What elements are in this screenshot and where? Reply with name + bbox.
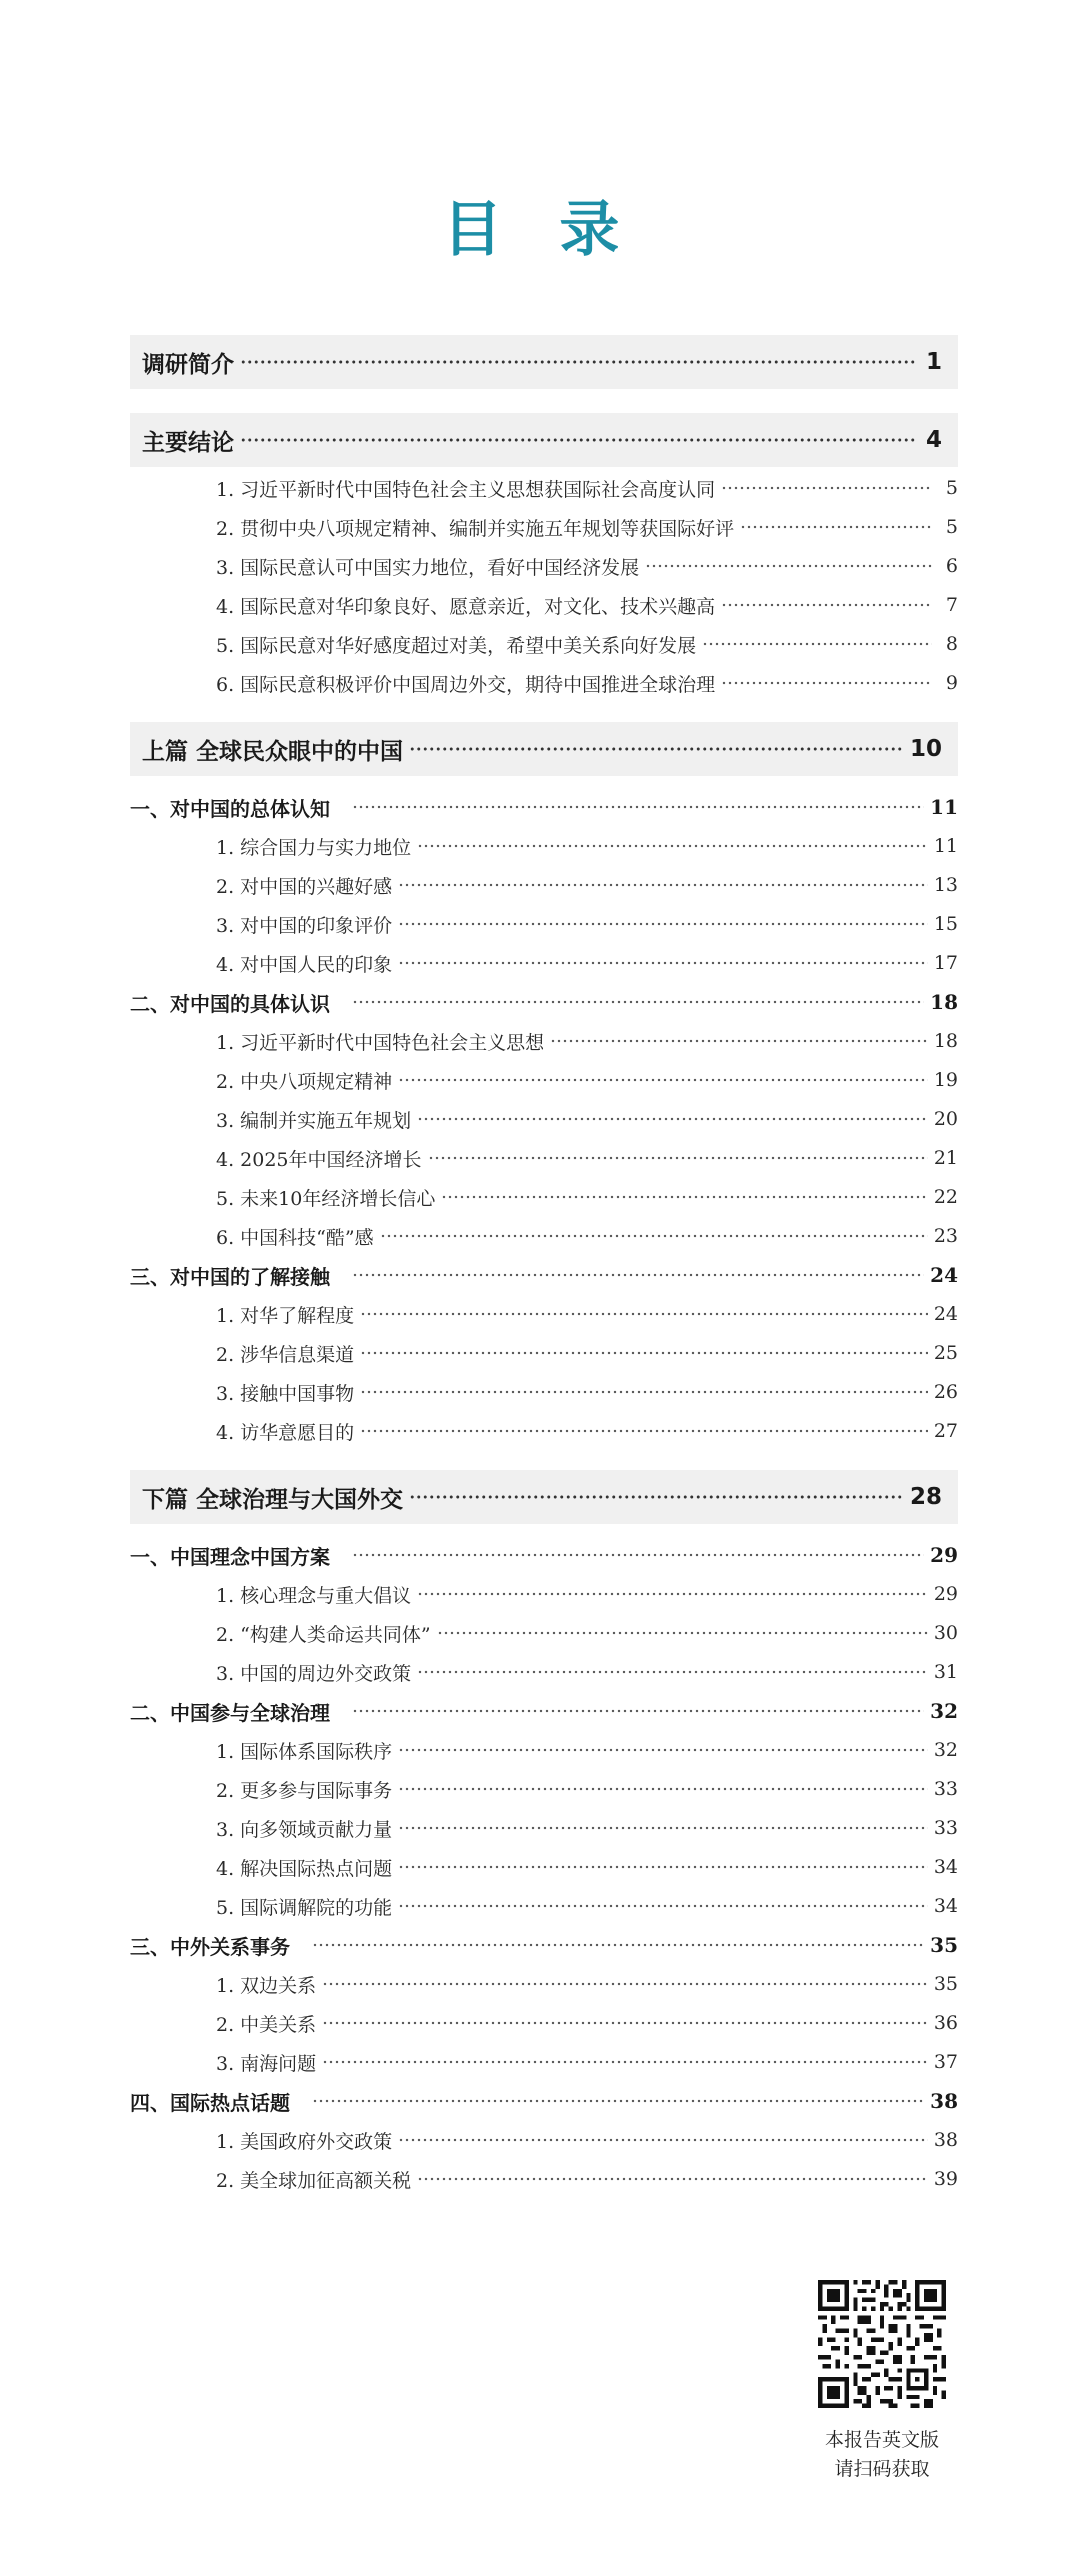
leader-dots xyxy=(312,2099,924,2103)
leader-dots xyxy=(322,2060,928,2064)
toc-item[interactable] xyxy=(130,1888,958,1924)
toc-chapter-title: 三、中外关系事务 xyxy=(130,1934,290,1959)
toc-item[interactable] xyxy=(130,1023,958,1059)
leader-dots xyxy=(352,1553,924,1557)
toc-chapter-title: 四、国际热点话题 xyxy=(130,2090,290,2115)
page-title: 目 录 xyxy=(442,195,638,265)
toc-page-number: 34 xyxy=(933,1856,958,1878)
toc-chapter-title: 二、对中国的具体认识 xyxy=(130,991,330,1016)
toc-chapter[interactable] xyxy=(130,1257,958,1293)
toc-page-number: 31 xyxy=(933,1661,958,1683)
toc-page-number: 20 xyxy=(933,1108,958,1130)
toc-page-number: 28 xyxy=(909,1484,942,1510)
toc-page-number: 6 xyxy=(945,555,958,577)
leader-dots xyxy=(352,805,924,809)
toc-item[interactable] xyxy=(130,828,958,864)
leader-dots xyxy=(417,1670,928,1674)
toc-item-title: 5. 未来10年经济增长信心 xyxy=(216,1187,436,1210)
toc-chapter-title: 一、中国理念中国方案 xyxy=(130,1544,330,1569)
toc-page-number: 39 xyxy=(933,2168,958,2190)
toc-item[interactable] xyxy=(130,1732,958,1768)
toc-item[interactable] xyxy=(130,2161,958,2197)
toc-item-title: 1. 核心理念与重大倡议 xyxy=(216,1584,412,1607)
toc-page-number: 9 xyxy=(945,672,958,694)
toc-item[interactable] xyxy=(130,1062,958,1098)
leader-dots xyxy=(645,564,932,568)
leader-dots xyxy=(398,2138,928,2142)
toc-chapter-title: 三、对中国的了解接触 xyxy=(130,1264,330,1289)
toc-page-number: 35 xyxy=(933,1973,958,1995)
toc-item[interactable] xyxy=(130,1810,958,1846)
leader-dots xyxy=(417,2177,928,2181)
toc-item-title: 5. 国际调解院的功能 xyxy=(216,1896,393,1919)
toc-chapter-title: 二、中国参与全球治理 xyxy=(130,1700,330,1725)
toc-item-title: 3. 编制并实施五年规划 xyxy=(216,1109,412,1132)
toc-item-title: 2. 中美关系 xyxy=(216,2013,317,2036)
toc-page-number: 36 xyxy=(933,2012,958,2034)
toc-item[interactable] xyxy=(130,1615,958,1651)
toc-page-number: 33 xyxy=(933,1778,958,1800)
toc-item[interactable] xyxy=(130,1296,958,1332)
leader-dots xyxy=(398,883,928,887)
leader-dots xyxy=(428,1156,928,1160)
toc-item-title: 2. 对中国的兴趣好感 xyxy=(216,875,393,898)
toc-page-number: 17 xyxy=(933,952,958,974)
toc-item-title: 1. 综合国力与实力地位 xyxy=(216,836,412,859)
leader-dots xyxy=(417,1117,928,1121)
toc-page-number: 19 xyxy=(933,1069,958,1091)
toc-section-part-one[interactable] xyxy=(130,722,958,776)
leader-dots xyxy=(380,1234,928,1238)
toc-page-number: 30 xyxy=(933,1622,958,1644)
toc-page-number: 8 xyxy=(945,633,958,655)
toc-chapter-title: 一、对中国的总体认知 xyxy=(130,796,330,821)
leader-dots xyxy=(398,1078,928,1082)
leader-dots xyxy=(360,1312,928,1316)
toc-page-number: 29 xyxy=(933,1583,958,1605)
leader-dots xyxy=(360,1351,928,1355)
toc-page-number: 24 xyxy=(933,1303,958,1325)
toc-item-title: 2. “构建人类命运共同体” xyxy=(216,1623,431,1646)
toc-item-title: 3. 南海问题 xyxy=(216,2052,317,2075)
toc-chapter[interactable] xyxy=(130,2083,958,2119)
toc-item[interactable] xyxy=(130,2122,958,2158)
toc-page-number: 38 xyxy=(933,2129,958,2151)
leader-dots xyxy=(702,642,932,646)
toc-page-number: 32 xyxy=(933,1739,958,1761)
leader-dots xyxy=(352,1273,924,1277)
toc-item[interactable] xyxy=(130,1218,958,1254)
toc-item[interactable] xyxy=(130,665,958,701)
leader-dots xyxy=(360,1429,928,1433)
toc-page-number: 24 xyxy=(930,1263,958,1287)
toc-item-title: 3. 向多领域贡献力量 xyxy=(216,1818,393,1841)
toc-item[interactable] xyxy=(130,1179,958,1215)
toc-section-title: 主要结论 xyxy=(142,429,234,456)
qr-code-icon[interactable] xyxy=(818,2280,946,2408)
toc-item[interactable] xyxy=(130,906,958,942)
toc-page-number: 5 xyxy=(945,477,958,499)
leader-dots xyxy=(352,1709,924,1713)
toc-item-title: 3. 中国的周边外交政策 xyxy=(216,1662,412,1685)
leader-dots xyxy=(417,844,928,848)
toc-item[interactable] xyxy=(130,548,958,584)
toc-page-number: 22 xyxy=(933,1186,958,1208)
toc-item[interactable] xyxy=(130,1576,958,1612)
qr-label-line1: 本报告英文版 xyxy=(824,2429,939,2451)
toc-item-title: 2. 贯彻中央八项规定精神、编制并实施五年规划等获国际好评 xyxy=(216,517,735,540)
toc-item-title: 3. 接触中国事物 xyxy=(216,1382,355,1405)
leader-dots xyxy=(352,1000,924,1004)
toc-page-number: 18 xyxy=(930,990,958,1014)
toc-item-title: 3. 国际民意认可中国实力地位，看好中国经济发展 xyxy=(216,556,640,579)
toc-item-title: 1. 对华了解程度 xyxy=(216,1304,355,1327)
toc-item-title: 1. 双边关系 xyxy=(216,1974,317,1997)
toc-item-title: 4. 解决国际热点问题 xyxy=(216,1857,393,1880)
toc-page-number: 10 xyxy=(909,736,942,762)
toc-page-number: 37 xyxy=(933,2051,958,2073)
toc-chapter[interactable] xyxy=(130,1927,958,1963)
leader-dots xyxy=(360,1390,928,1394)
toc-item[interactable] xyxy=(130,1413,958,1449)
toc-item[interactable] xyxy=(130,587,958,623)
toc-page-number: 38 xyxy=(930,2089,958,2113)
toc-page-number: 32 xyxy=(930,1699,958,1723)
leader-dots xyxy=(721,603,932,607)
toc-chapter[interactable] xyxy=(130,1537,958,1573)
toc-page-number: 11 xyxy=(933,835,958,857)
toc-page-number: 29 xyxy=(930,1543,958,1567)
leader-dots xyxy=(550,1039,928,1043)
toc-item[interactable] xyxy=(130,1966,958,2002)
toc-item[interactable] xyxy=(130,2044,958,2080)
toc-page-number: 21 xyxy=(933,1147,958,1169)
qr-label-line2: 请扫码获取 xyxy=(834,2458,930,2480)
toc-page-number: 18 xyxy=(933,1030,958,1052)
toc-page-number: 5 xyxy=(945,516,958,538)
leader-dots xyxy=(398,1904,928,1908)
toc-item[interactable] xyxy=(130,945,958,981)
leader-dots xyxy=(312,1943,924,1947)
leader-dots xyxy=(721,681,932,685)
leader-dots xyxy=(240,437,916,443)
toc-section-part-two[interactable] xyxy=(130,1470,958,1524)
toc-page-number: 25 xyxy=(933,1342,958,1364)
toc-item-title: 3. 对中国的印象评价 xyxy=(216,914,393,937)
toc-item-title: 1. 国际体系国际秩序 xyxy=(216,1740,393,1763)
leader-dots xyxy=(322,1982,928,1986)
toc-page-number: 23 xyxy=(933,1225,958,1247)
toc-item[interactable] xyxy=(130,867,958,903)
toc-page-number: 27 xyxy=(933,1420,958,1442)
toc-section-title: 下篇 全球治理与大国外交 xyxy=(142,1486,404,1513)
leader-dots xyxy=(322,2021,928,2025)
leader-dots xyxy=(398,922,928,926)
toc-item[interactable] xyxy=(130,1101,958,1137)
leader-dots xyxy=(409,1494,904,1500)
toc-item[interactable] xyxy=(130,2005,958,2041)
toc-chapter[interactable] xyxy=(130,984,958,1020)
toc-page-number: 7 xyxy=(945,594,958,616)
toc-item[interactable] xyxy=(130,626,958,662)
toc-item[interactable] xyxy=(130,1335,958,1371)
toc-page-number: 15 xyxy=(933,913,958,935)
toc-item-title: 1. 习近平新时代中国特色社会主义思想 xyxy=(216,1031,545,1054)
toc-page-number: 34 xyxy=(933,1895,958,1917)
toc-item-title: 5. 国际民意对华好感度超过对美，希望中美关系向好发展 xyxy=(216,634,697,657)
toc-page-number: 13 xyxy=(933,874,958,896)
toc-section-title: 调研简介 xyxy=(142,351,234,378)
toc-item-title: 4. 国际民意对华印象良好、愿意亲近，对文化、技术兴趣高 xyxy=(216,595,716,618)
toc-item[interactable] xyxy=(130,1140,958,1176)
toc-item-title: 4. 对中国人民的印象 xyxy=(216,953,393,976)
toc-section-conclusions[interactable] xyxy=(130,413,958,467)
toc-item-title: 1. 习近平新时代中国特色社会主义思想获国际社会高度认同 xyxy=(216,478,716,501)
toc-page-number: 35 xyxy=(930,1933,958,1957)
toc-item-title: 2. 更多参与国际事务 xyxy=(216,1779,393,1802)
leader-dots xyxy=(417,1592,928,1596)
toc-item[interactable] xyxy=(130,1654,958,1690)
toc-item-title: 2. 中央八项规定精神 xyxy=(216,1070,393,1093)
toc-page-number: 26 xyxy=(933,1381,958,1403)
toc-page-number: 11 xyxy=(930,795,958,819)
leader-dots xyxy=(740,525,932,529)
leader-dots xyxy=(398,1787,928,1791)
toc-page-number: 33 xyxy=(933,1817,958,1839)
leader-dots xyxy=(721,486,932,490)
toc-page-number: 1 xyxy=(925,349,942,375)
toc-item-title: 2. 涉华信息渠道 xyxy=(216,1343,355,1366)
leader-dots xyxy=(240,359,916,365)
toc-item-title: 4. 访华意愿目的 xyxy=(216,1421,355,1444)
toc-chapter[interactable] xyxy=(130,1693,958,1729)
toc-item[interactable] xyxy=(130,470,958,506)
toc-item[interactable] xyxy=(130,1771,958,1807)
toc-item[interactable] xyxy=(130,1374,958,1410)
leader-dots xyxy=(398,1865,928,1869)
leader-dots xyxy=(398,1826,928,1830)
toc-item-title: 1. 美国政府外交政策 xyxy=(216,2130,393,2153)
toc-item-title: 2. 美全球加征高额关税 xyxy=(216,2169,412,2192)
toc-item-title: 6. 国际民意积极评价中国周边外交，期待中国推进全球治理 xyxy=(216,673,716,696)
leader-dots xyxy=(398,961,928,965)
toc-section-title: 上篇 全球民众眼中的中国 xyxy=(142,738,404,765)
leader-dots xyxy=(409,746,904,752)
toc-page-number: 4 xyxy=(925,427,942,453)
toc-item-title: 6. 中国科技“酷”感 xyxy=(216,1226,374,1249)
toc-section-intro[interactable] xyxy=(130,335,958,389)
toc-item-title: 4. 2025年中国经济增长 xyxy=(216,1148,422,1171)
leader-dots xyxy=(441,1195,927,1199)
leader-dots xyxy=(398,1748,928,1752)
toc-item[interactable] xyxy=(130,509,958,545)
toc-item[interactable] xyxy=(130,1849,958,1885)
leader-dots xyxy=(437,1631,928,1635)
toc-chapter[interactable] xyxy=(130,789,958,825)
